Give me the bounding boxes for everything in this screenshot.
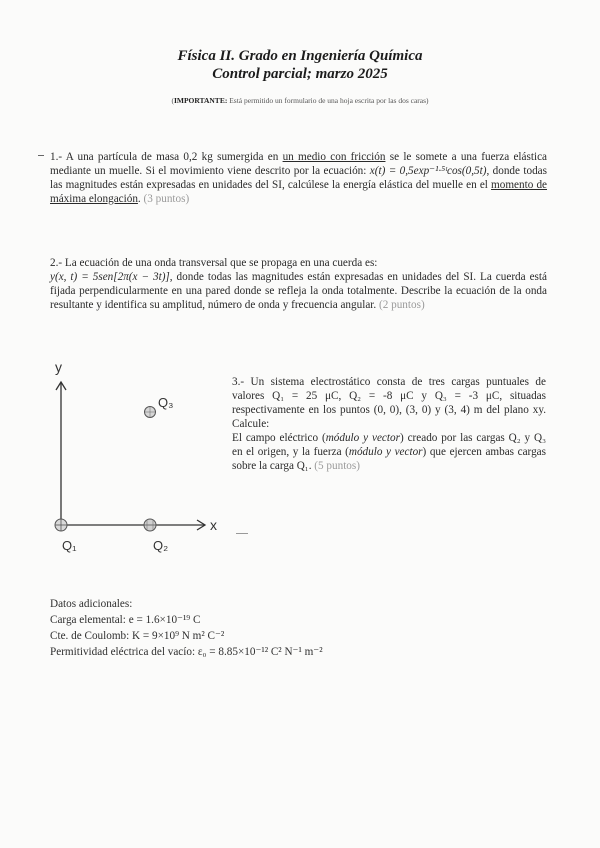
important-label: IMPORTANTE: xyxy=(173,96,228,105)
q2-text-2: , donde todas las magnitudes están expresadas en unidades del SI. La cuerda está fijada perpendicularmente en una pared donde se refleja la onda totalmente. Describe la ecuación de la onda resultante y identifica su amplitud, número de onda y frecuencia angular. xyxy=(50,271,547,311)
page-title: Física II. Grado en Ingeniería Química xyxy=(177,48,423,64)
y-axis-label: y xyxy=(55,360,62,375)
q2-number: 2.- xyxy=(50,257,63,269)
question-2 xyxy=(50,256,547,312)
q3-text-italic-1: módulo y vector xyxy=(325,432,400,444)
charge-q3-label: Q₃ xyxy=(158,395,174,410)
q3-text-2b: ) creado por las cargas Q₂ y Q₃ en el origen, y la fuerza ( xyxy=(232,432,547,458)
q1-text-2: se le somete a una fuerza elástica mediante un muelle. Si el movimiento viene descrito por la ecuación: xyxy=(50,151,547,177)
charge-q2-label: Q₂ xyxy=(153,538,169,553)
q1-text: A una partícula de masa 0,2 kg sumergida en xyxy=(62,151,283,163)
q1-underline-friction: un medio con fricción xyxy=(282,151,386,163)
q1-text-3: , donde todas las magnitudes están expresadas en unidades del SI, calcúlese la energía elástica del muelle en el xyxy=(50,165,547,191)
question-1 xyxy=(50,150,547,206)
stray-mark xyxy=(236,533,248,534)
important-text: Está permitido un formulario de una hoja escrita por las dos caras xyxy=(229,96,427,105)
data-heading: Datos adicionales: xyxy=(50,598,133,610)
q2-equation: y(x, t) = 5sen[2π(x − 3t)] xyxy=(50,271,170,283)
data-vacuum-permittivity: Permitividad eléctrica del vacío: ε₀ = 8.85×10⁻¹² C² N⁻¹ m⁻² xyxy=(50,646,323,658)
important-note: (IMPORTANTE: Está permitido un formulario de una hoja escrita por las dos caras) xyxy=(171,96,429,105)
margin-mark xyxy=(38,155,44,156)
q3-number: 3.- xyxy=(232,376,245,388)
q1-underline-max-elongation: momento de máxima elongación xyxy=(50,179,548,205)
page-subtitle: Control parcial; marzo 2025 xyxy=(212,66,388,82)
q2-text: La ecuación de una onda transversal que se propaga en una cuerda es: xyxy=(62,257,378,269)
q3-text: Un sistema electrostático consta de tres cargas puntuales de valores Q₁ = 25 μC, Q₂ = -8 μC y Q₃ = -3 μC, situadas respectivamente en los puntos (0, 0), (3, 0) y (3, 4) m del plano xy. Calcule: xyxy=(232,376,546,430)
q1-points: (3 puntos) xyxy=(140,193,190,205)
charge-q1-label: Q₁ xyxy=(62,538,77,553)
q3-text-2c: ) que ejercen ambas cargas sobre la carga Q₁. xyxy=(232,446,546,472)
q2-points: (2 puntos) xyxy=(376,299,425,311)
question-3 xyxy=(232,375,546,473)
q1-text-4: . xyxy=(137,193,141,205)
data-elementary-charge: Carga elemental: e = 1.6×10⁻¹⁹ C xyxy=(50,614,201,626)
q1-number: 1.- xyxy=(50,151,63,163)
x-axis-label: x xyxy=(210,517,217,533)
data-coulomb-constant: Cte. de Coulomb: K = 9×10⁹ N m² C⁻² xyxy=(50,630,225,642)
q3-text-2a: El campo eléctrico ( xyxy=(232,432,326,444)
additional-data xyxy=(50,596,450,660)
charges-figure xyxy=(40,360,230,560)
q3-text-italic-2: módulo y vector xyxy=(348,446,423,458)
q1-equation: x(t) = 0,5exp⁻¹·⁵ᵗcos(0,5t) xyxy=(369,165,487,177)
q3-points: (5 puntos) xyxy=(311,460,360,472)
